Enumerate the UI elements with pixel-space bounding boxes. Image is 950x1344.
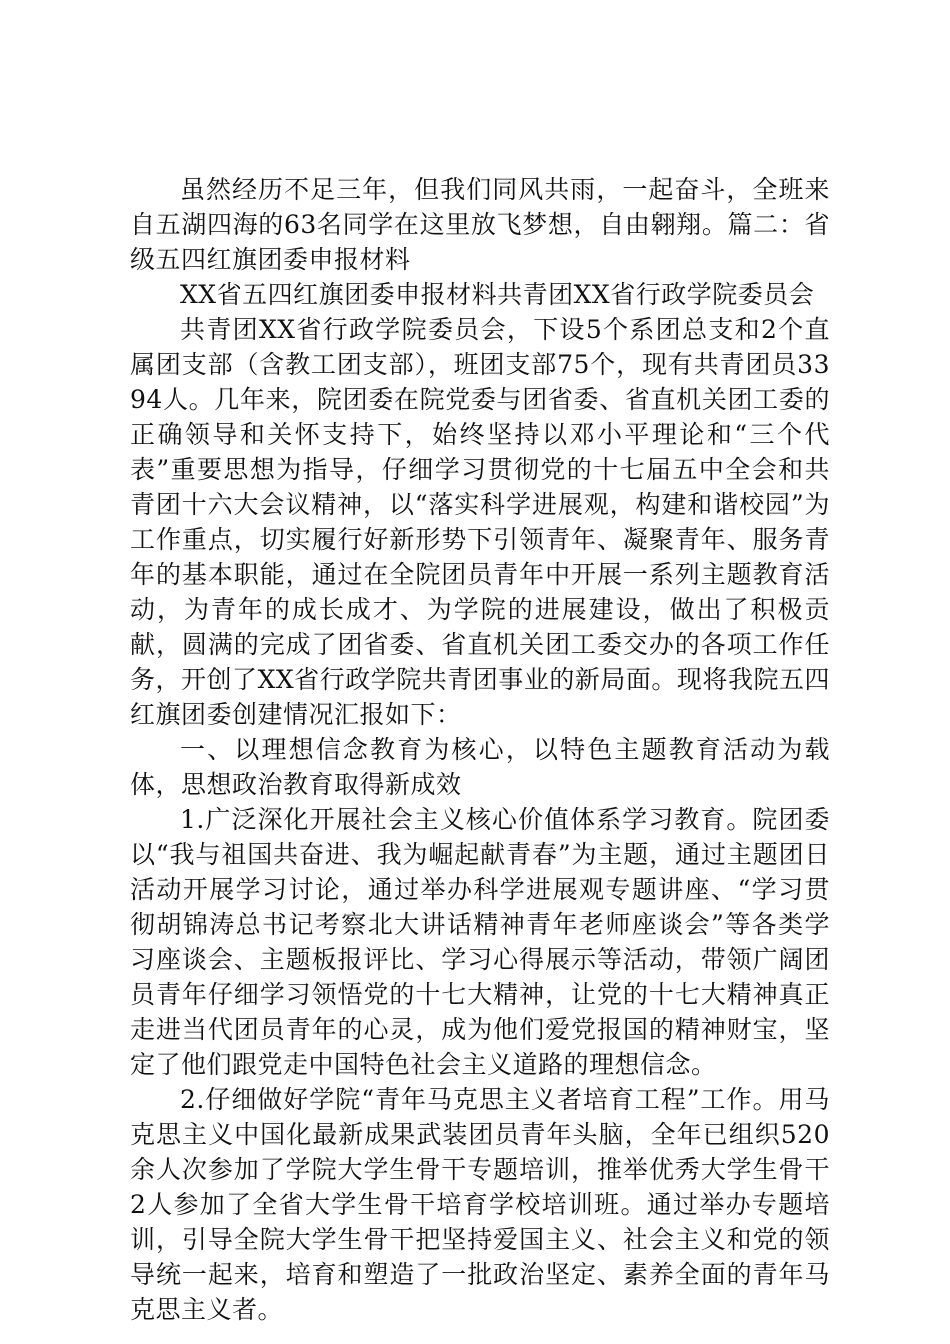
paragraph-intro: 虽然经历不足三年，但我们同风共雨，一起奋斗，全班来自五湖四海的63名同学在这里放飞梦想，自由翱翔。篇二：省级五四红旗团委申报材料 (130, 175, 830, 274)
document-body (130, 172, 830, 1327)
paragraph-item-1: 1.广泛深化开展社会主义核心价值体系学习教育。院团委以“我与祖国共奋进、我为崛起献青春”为主题，通过主题团日活动开展学习讨论，通过举办科学进展观专题讲座、“学习贯彻胡锦涛总书记考察北大讲话精神青年老师座谈会”等各类学习座谈会、主题板报评比、学习心得展示等活动，带领广阔团员青年仔细学习领悟党的十七大精神，让党的十七大精神真正走进当代团员青年的心灵，成为他们爱党报国的精神财宝，坚定了他们跟党走中国特色社会主义道路的理想信念。 (130, 805, 830, 1079)
paragraph-item-2: 2.仔细做好学院“青年马克思主义者培育工程”工作。用马克思主义中国化最新成果武装团员青年头脑，全年已组织520余人次参加了学院大学生骨干专题培训，推举优秀大学生骨干2人参加了全省大学生骨干培育学校培训班。通过举办专题培训，引导全院大学生骨干把坚持爱国主义、社会主义和党的领导统一起来，培育和塑造了一批政治坚定、素养全面的青年马克思主义者。 (130, 1085, 830, 1324)
paragraph-title: XX省五四红旗团委申报材料共青团XX省行政学院委员会 (180, 280, 815, 309)
paragraph-overview: 共青团XX省行政学院委员会，下设5个系团总支和2个直属团支部（含教工团支部），班团支部75个，现有共青团员3394人。几年来，院团委在院党委与团省委、省直机关团工委的正确领导和关怀支持下，始终坚持以邓小平理论和“三个代表”重要思想为指导，仔细学习贯彻党的十七届五中全会和共青团十六大会议精神，以“落实科学进展观，构建和谐校园”为工作重点，切实履行好新形势下引领青年、凝聚青年、服务青年的基本职能，通过在全院团员青年中开展一系列主题教育活动，为青年的成长成才、为学院的进展建设，做出了积极贡献，圆满的完成了团省委、省直机关团工委交办的各项工作任务，开创了XX省行政学院共青团事业的新局面。现将我院五四红旗团委创建情况汇报如下： (130, 315, 830, 729)
section-heading-1: 一、以理想信念教育为核心，以特色主题教育活动为载体，思想政治教育取得新成效 (130, 735, 830, 799)
